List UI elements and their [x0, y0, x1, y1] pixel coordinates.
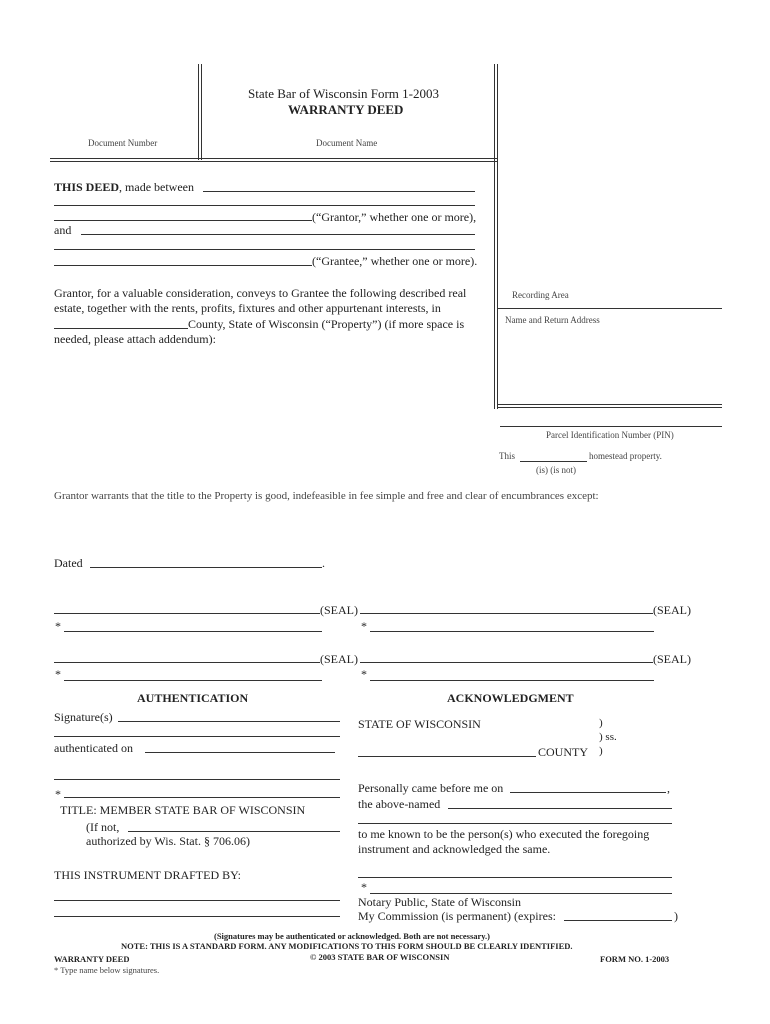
and-label: and [54, 223, 72, 237]
typed-name-line-4[interactable] [370, 680, 654, 681]
footer-copyright: © 2003 STATE BAR OF WISCONSIN [310, 952, 450, 962]
form-title: State Bar of Wisconsin Form 1-2003 [248, 86, 439, 101]
grantee-name-field-1[interactable] [81, 234, 475, 235]
drafted-by-field-1[interactable] [54, 900, 340, 901]
typed-name-line-3[interactable] [64, 680, 322, 681]
footer-form-number: FORM NO. 1-2003 [600, 954, 670, 964]
notary-label: Notary Public, State of Wisconsin [358, 895, 521, 909]
footer-form-name: WARRANTY DEED [54, 954, 130, 964]
conveyance-line-3: County, State of Wisconsin (“Property”) (if more space is [188, 317, 465, 331]
signature-line-2[interactable] [360, 613, 653, 614]
document-name-label: Document Name [316, 138, 378, 148]
header-divider-left [198, 64, 199, 160]
authenticated-on-label: authenticated on [54, 741, 133, 755]
conveyance-line-4: needed, please attach addendum): [54, 332, 216, 346]
homestead-field[interactable] [520, 461, 587, 462]
seal-label-1: (SEAL) [320, 603, 358, 617]
known-line-1: to me known to be the person(s) who executed the foregoing [358, 827, 650, 841]
return-address-bottom-line [497, 404, 722, 405]
recording-area-line [497, 308, 722, 309]
if-not-label: (If not, [86, 820, 120, 834]
grantor-name-field-3[interactable] [54, 220, 312, 221]
seal-label-2: (SEAL) [653, 603, 691, 617]
signature-line-1[interactable] [54, 613, 320, 614]
acknowledgment-heading: ACKNOWLEDGMENT [447, 691, 574, 705]
drafted-by-label: THIS INSTRUMENT DRAFTED BY: [54, 868, 242, 882]
personally-came-date-field[interactable] [510, 792, 666, 793]
signature-line-3[interactable] [54, 662, 320, 663]
parcel-id-label: Parcel Identification Number (PIN) [546, 430, 674, 440]
authentication-heading: AUTHENTICATION [137, 691, 249, 705]
signature-line-4[interactable] [360, 662, 653, 663]
standard-form-note: NOTE: THIS IS A STANDARD FORM. ANY MODIFICATIONS TO THIS FORM SHOULD BE CLEARLY IDENTIFIED. [121, 941, 573, 951]
grantee-name-field-3[interactable] [54, 265, 312, 266]
personally-came-label: Personally came before me on [358, 781, 504, 795]
asterisk-3: * [55, 667, 61, 681]
return-address-bottom-line-2 [497, 407, 722, 408]
header-divider-right-2 [497, 64, 498, 409]
commission-close: ) [674, 909, 678, 923]
signatures-label: Signature(s) [54, 710, 113, 724]
conveyance-line-2: estate, together with the rents, profits, fixtures and other appurtenant interests, in [54, 301, 441, 315]
conveyance-line-1: Grantor, for a valuable consideration, conveys to Grantee the following described real [54, 286, 467, 300]
authorized-by-label: authorized by Wis. Stat. § 706.06) [86, 834, 250, 848]
authenticator-signature-line[interactable] [54, 779, 340, 780]
recording-area-label: Recording Area [512, 290, 569, 300]
title-member-label: TITLE: MEMBER STATE BAR OF WISCONSIN [60, 803, 306, 817]
asterisk-2: * [361, 619, 367, 633]
document-number-label: Document Number [88, 138, 158, 148]
authenticator-name-line[interactable] [64, 797, 340, 798]
drafted-by-field-2[interactable] [54, 916, 340, 917]
grantee-suffix: (“Grantee,” whether one or more). [312, 254, 478, 268]
is-isnot-label: (is) (is not) [536, 465, 576, 475]
notary-name-line[interactable] [370, 893, 672, 894]
header-bottom-line [50, 158, 497, 159]
warranty-text: Grantor warrants that the title to the Property is good, indefeasible in fee simple and free and clear of encumbrances except: [54, 490, 599, 502]
header-divider-left-2 [201, 64, 202, 160]
commission-expires-field[interactable] [564, 920, 672, 921]
header-bottom-line-2 [50, 161, 497, 162]
asterisk-1: * [55, 619, 61, 633]
notary-asterisk: * [361, 880, 367, 894]
footer-type-name-note: * Type name below signatures. [54, 965, 160, 975]
grantor-suffix: (“Grantor,” whether one or more), [312, 210, 477, 224]
seal-label-3: (SEAL) [320, 652, 358, 666]
typed-name-line-2[interactable] [370, 631, 654, 632]
this-deed-bold: THIS DEED [54, 180, 120, 194]
header-divider-right [494, 64, 495, 409]
county-field[interactable] [54, 328, 188, 329]
notary-signature-line[interactable] [358, 877, 672, 878]
known-line-2: instrument and acknowledged the same. [358, 842, 551, 856]
asterisk-4: * [361, 667, 367, 681]
grantor-name-field-1[interactable] [203, 191, 475, 192]
county-paren: ) [599, 745, 603, 757]
auth-asterisk: * [55, 787, 61, 801]
parcel-id-field[interactable] [500, 426, 722, 427]
homestead-label: homestead property. [589, 451, 662, 461]
signatures-note: (Signatures may be authenticated or acknowledged. Both are not necessary.) [214, 931, 491, 941]
grantor-name-field-2[interactable] [54, 205, 475, 206]
county-name-field[interactable] [358, 756, 536, 757]
grantee-name-field-2[interactable] [54, 249, 475, 250]
personally-came-comma: , [667, 781, 670, 795]
above-named-field-1[interactable] [448, 808, 672, 809]
this-deed-line [54, 180, 194, 195]
state-paren: ) [599, 717, 603, 729]
commission-label: My Commission (is permanent) (expires: [358, 909, 556, 923]
this-label: This [499, 451, 516, 461]
county-label: COUNTY [538, 745, 588, 759]
signatures-field-2[interactable] [54, 736, 340, 737]
signatures-field-1[interactable] [118, 721, 340, 722]
typed-name-line-1[interactable] [64, 631, 322, 632]
name-return-address-label: Name and Return Address [505, 315, 600, 325]
made-between: , made between [119, 180, 194, 194]
dated-field[interactable] [90, 567, 322, 568]
above-named-label: the above-named [358, 797, 441, 811]
above-named-field-2[interactable] [358, 823, 672, 824]
if-not-field[interactable] [128, 831, 340, 832]
deed-title: WARRANTY DEED [288, 102, 404, 117]
dated-period: . [322, 556, 325, 570]
ss-label: ) ss. [599, 731, 617, 743]
authenticated-on-field[interactable] [145, 752, 335, 753]
dated-label: Dated [54, 556, 83, 570]
seal-label-4: (SEAL) [653, 652, 691, 666]
state-label: STATE OF WISCONSIN [358, 717, 481, 731]
